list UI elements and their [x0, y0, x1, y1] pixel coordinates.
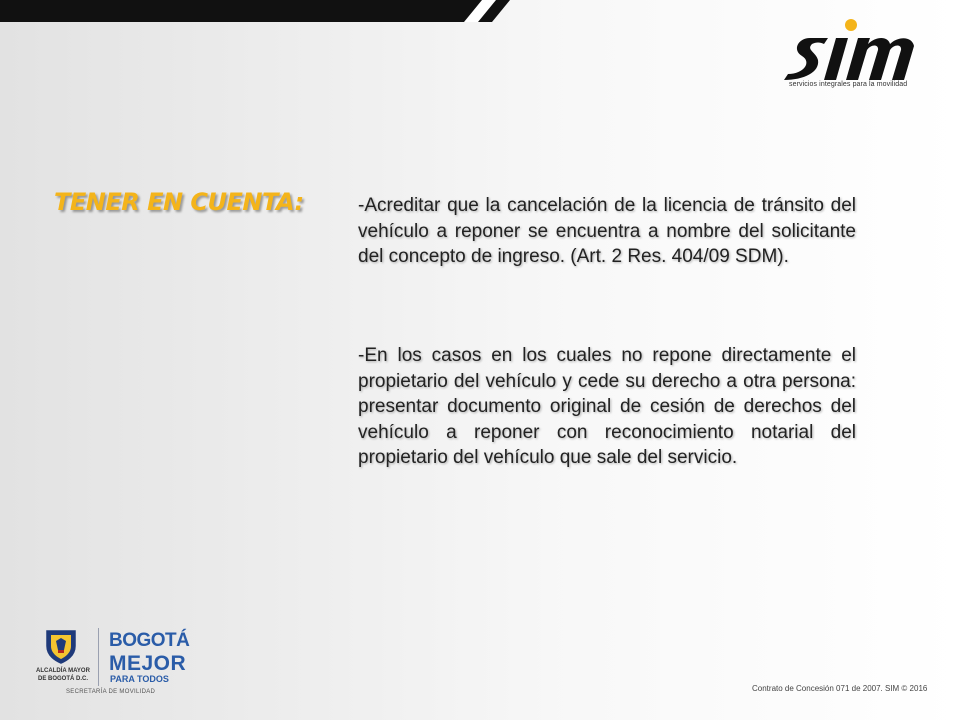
- logo-divider: [98, 628, 99, 686]
- contract-note: Contrato de Concesión 071 de 2007. SIM © 2016: [752, 684, 928, 693]
- slide-heading: TENER EN CUENTA:: [54, 188, 304, 216]
- alcaldia-logo: [30, 622, 200, 702]
- secretaria-label: SECRETARÍA DE MOVILIDAD: [66, 689, 156, 695]
- mejor-wordmark: MEJOR: [109, 652, 187, 675]
- bogota-wordmark: BOGOTÁ: [109, 630, 190, 651]
- para-todos-wordmark: PARA TODOS: [110, 674, 169, 684]
- bogota-shield-icon: [44, 628, 78, 664]
- alcaldia-name-line1: ALCALDÍA MAYOR: [36, 668, 90, 674]
- alcaldia-name-line2: DE BOGOTÁ D.C.: [37, 676, 88, 682]
- sim-tagline: servicios integrales para la movilidad: [789, 81, 908, 88]
- requirement-paragraph-1: -Acreditar que la cancelación de la licencia de tránsito del vehículo a reponer se encuentra a nombre del solicitante del concepto de ingreso. (Art. 2 Res. 404/09 SDM).: [358, 195, 856, 267]
- requirement-paragraph-2: -En los casos en los cuales no repone directamente el propietario del vehículo y cede su derecho a otra persona: presentar documento original de cesión de derechos del vehículo a reponer con reconocimiento notarial del propietario del vehículo que sale del servicio.: [358, 345, 856, 468]
